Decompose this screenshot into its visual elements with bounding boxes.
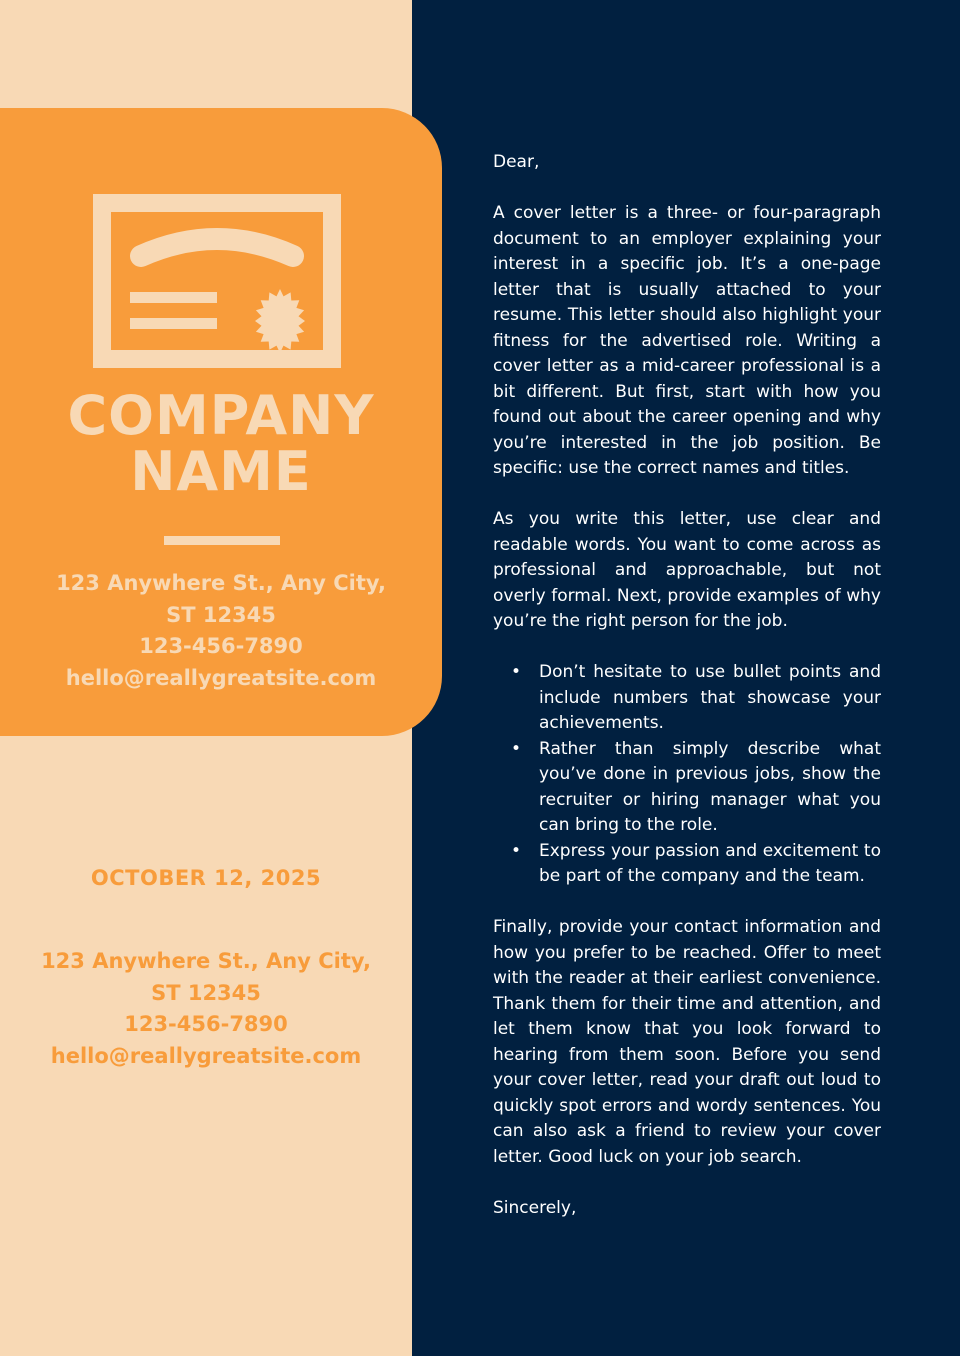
bullet-text: Express your passion and excitement to be part of the company and the team. <box>539 840 881 886</box>
sender-phone: 123-456-7890 <box>124 1012 288 1036</box>
paragraph-3: Finally, provide your contact information and how you prefer to be reached. Offer to meet with the reader at their earliest convenience. Thank them for their time and attention, and let them know that you look forward to hearing from them soon. Before you send your cover letter, read your draft out loud to quickly spot errors and wordy sentences. You can also ask a friend to review your cover letter. Good luck on your job search. <box>493 917 881 1167</box>
letter-body <box>493 150 881 1247</box>
letter-date: OCTOBER 12, 2025 <box>90 866 322 890</box>
certificate-icon <box>93 194 341 368</box>
bullet-item <box>511 839 881 890</box>
company-name-line1: COMPANY <box>67 384 375 447</box>
bullet-text: Rather than simply describe what you’ve done in previous jobs, show the recruiter or hiring manager what you can bring to the role. <box>539 738 881 835</box>
card-address-line1: 123 Anywhere St., Any City, <box>56 571 386 595</box>
sender-address-line1: 123 Anywhere St., Any City, <box>41 949 371 973</box>
bullet-marker: • <box>511 662 522 682</box>
bullet-item <box>511 737 881 839</box>
card-address-line2: ST 12345 <box>166 602 276 627</box>
paragraph-1: A cover letter is a three- or four-paragraph document to an employer explaining your interest in a specific job. It’s a one-page letter that is usually attached to your resume. This letter should also highlight your fitness for the advertised role. Writing a cover letter as a mid-career professional is a bit different. But first, start with how you found out about the career opening and why you’re interested in the job position. Be specific: use the correct names and titles. <box>493 203 881 478</box>
card-email: hello@reallygreatsite.com <box>65 665 377 690</box>
card-contact-info <box>0 568 442 694</box>
company-name-line2: NAME <box>130 440 312 503</box>
closing: Sincerely, <box>493 1197 577 1218</box>
sender-address-line2: ST 12345 <box>151 980 261 1005</box>
paragraph-2: As you write this letter, use clear and readable words. You want to come across as professional and approachable, but not overly formal. Next, provide examples of why you’re the right person for the job. <box>493 509 881 631</box>
bullet-marker: • <box>511 738 522 759</box>
greeting: Dear, <box>493 152 540 172</box>
company-name <box>0 384 442 503</box>
bullet-text: Don’t hesitate to use bullet points and include numbers that showcase your achievements. <box>539 662 881 733</box>
bullet-item <box>511 660 881 737</box>
sender-email: hello@reallygreatsite.com <box>50 1043 362 1068</box>
sender-contact-info <box>0 946 412 1072</box>
bullet-marker: • <box>511 840 522 861</box>
bullet-list <box>493 660 881 890</box>
divider <box>164 536 280 545</box>
card-phone: 123-456-7890 <box>139 634 303 658</box>
